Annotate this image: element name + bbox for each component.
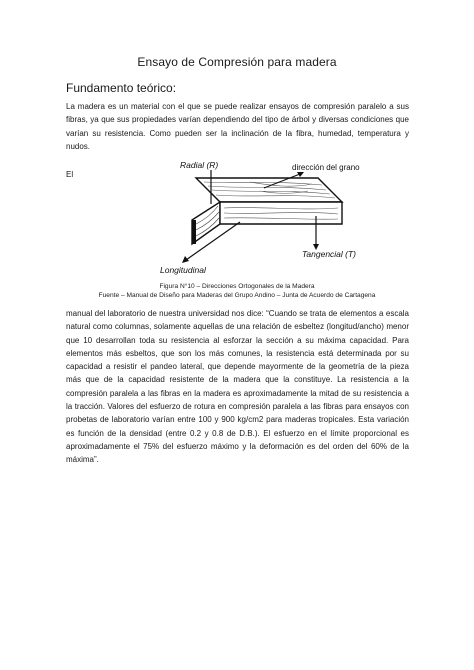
block-top-face	[196, 178, 342, 202]
figure-source: Fuente – Manual de Diseño para Maderas del Grupo Andino – Junta de Acuerdo de Cartagena	[98, 292, 376, 299]
wood-directions-figure	[152, 158, 376, 286]
figure-caption: Figura N°10 – Direcciones Ortogonales de la Madera	[159, 283, 315, 290]
grain-label: dirección del grano	[292, 163, 360, 172]
longitudinal-label: Longitudinal	[160, 265, 206, 275]
body-paragraph: manual del laboratorio de nuestra universidad nos dice: “Cuando se trata de elementos a escala natural como columnas, solamente aquellas de una relación de esbeltez (longitud/ancho) menor que 10 desarrollan toda su resistencia al esforzar la sección a su máxima capacidad. Para elementos más esbeltos, que son los más comunes, la resistencia está determinada por su capacidad a resistir el pandeo lateral, que depende mayormente de la geometría de la pieza más que de la capacidad resistente de la madera que la constituye. La resistencia a la compresión paralela a las fibras en la madera es aproximadamente la mitad de su resistencia a la tracción. Valores del esfuerzo de rotura en compresión paralela a las fibras para ensayos con probetas de laboratorio varían entre 100 y 900 kg/cm2 para maderas tropicales. Esta variación es función de la densidad (entre 0.2 y 0.8 de D.B.). El esfuerzo en el límite proporcional es aproximadamente el 75% del esfuerzo máximo y la deformación es del orden del 60% de la máxima”.	[66, 309, 409, 465]
section-heading: Fundamento teórico:	[66, 81, 177, 95]
longitudinal-arrowhead	[182, 256, 189, 263]
radial-label: Radial (R)	[180, 160, 219, 170]
intro-paragraph: La madera es un material con el que se puede realizar ensayos de compresión paralelo a sus fibras, ya que sus propiedades varían dependiendo del tipo de árbol y diversas condiciones que varían su resistencia. Como pueden ser la inclinación de la fibra, humedad, temperatura y nudos.	[66, 102, 409, 151]
block-end-face	[192, 220, 196, 244]
el-word: El	[66, 170, 74, 179]
tangential-label: Tangencial (T)	[302, 249, 357, 259]
document-title: Ensayo de Compresión para madera	[137, 55, 337, 69]
